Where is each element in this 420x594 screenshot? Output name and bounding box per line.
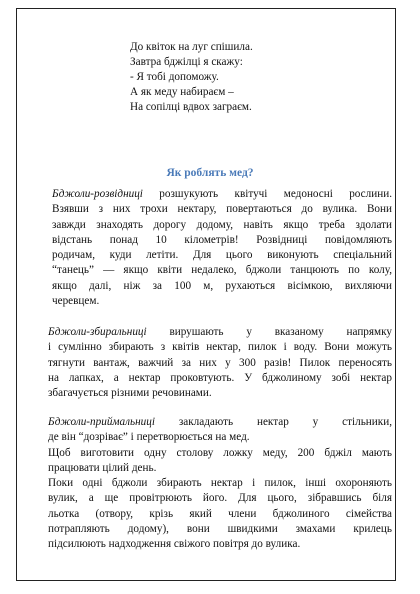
paragraph-line — [48, 415, 392, 430]
poem-line: А як меду набираєм – — [130, 86, 234, 98]
paragraph-line: збагачується різними речовинами. — [48, 387, 212, 400]
paragraph-line: Щоб виготовити одну столову ложку меду, 200 бджіл мають — [48, 446, 392, 459]
poem-line: Завтра бджілці я скажу: — [130, 56, 243, 68]
paragraph-line: якщо далі, ніж за 100 м, рухаються вісімкою, вихляючи — [52, 279, 392, 292]
paragraph-line: вулик, а ще провітрюють його. Для цього, зібравшись біля — [48, 492, 392, 505]
paragraph-line — [48, 325, 392, 340]
paragraph-line: потрапляють додому), вони швидкими змахами крилець — [48, 523, 392, 536]
poem-line: На сопілці вдвох заграєм. — [130, 101, 252, 113]
paragraph-line — [48, 187, 392, 202]
paragraph-receivers — [48, 415, 392, 553]
paragraph-collectors — [48, 325, 392, 401]
paragraph-line: де він “дозріває” і перетворюється на мед. — [48, 431, 250, 444]
paragraph-line: завжди знаходять дорогу додому, навіть якщо треба здолати — [52, 218, 392, 231]
poem-block — [130, 40, 253, 115]
term-receivers: Бджоли-приймальниці — [48, 416, 155, 428]
section-title: Як роблять мед? — [166, 167, 254, 179]
paragraph-scouts — [48, 187, 392, 309]
term-collectors: Бджоли-збиральниці — [48, 326, 147, 338]
paragraph-line: працювати цілий день. — [48, 461, 157, 474]
paragraph-line: тягнути вантаж, важчий за них у 300 разів! Пилок переносять — [48, 356, 392, 369]
poem-line: - Я тобі допоможу. — [130, 71, 219, 83]
paragraph-text: розшукують квітучі медоносні рослини. — [142, 188, 392, 200]
paragraph-line: і сумлінно збирають з квітів нектар, пилок і воду. Вони можуть — [48, 341, 392, 354]
paragraph-line: підсилюють надходження свіжого повітря до вулика. — [48, 538, 301, 551]
paragraph-line: черевцем. — [52, 295, 100, 308]
poem-line: До квіток на луг спішила. — [130, 41, 253, 53]
paragraph-text: закладають нектар у стільники, — [154, 416, 392, 428]
paragraph-line: “танець” — якщо квіти недалеко, бджоли танцюють по колу, — [52, 264, 392, 277]
paragraph-text: вирушають у вказаному напрямку — [146, 326, 392, 338]
paragraph-line: Поки одні бджоли збирають нектар і пилок, інші охороняють — [48, 477, 392, 490]
paragraph-line: родичам, куди летіти. Для цього виконують спеціальний — [52, 249, 392, 262]
paragraph-line: Взявши з них трохи нектару, повертаються до вулика. Вони — [52, 203, 392, 216]
paragraph-line: відстань понад 10 кілометрів! Розвідниці повідомляють — [52, 233, 392, 246]
term-scouts: Бджоли-розвідниці — [52, 188, 143, 200]
paragraph-line: на лапках, а нектар проковтують. У бджолиному зобі нектар — [48, 371, 392, 384]
paragraph-line: льотка (отвору, крізь який члени бджолиного сімейства — [48, 507, 392, 520]
